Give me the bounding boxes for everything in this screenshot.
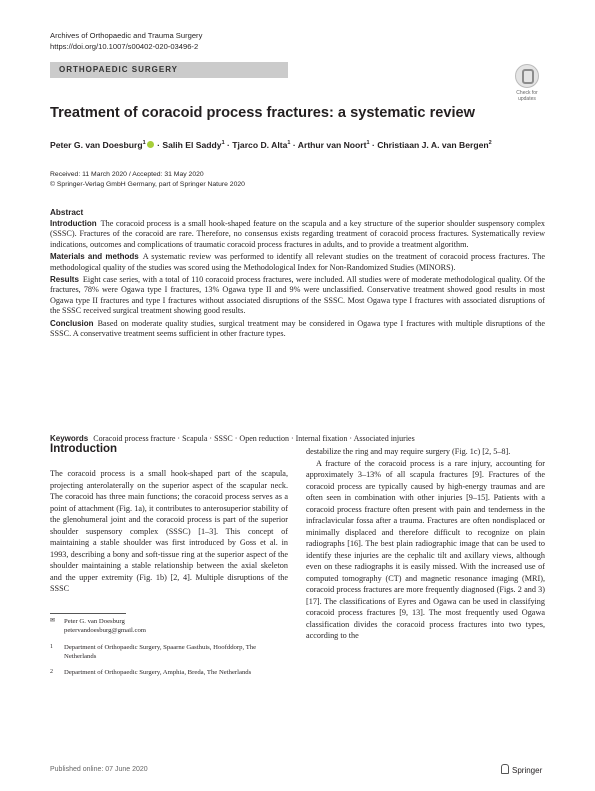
correspondence-email[interactable]: petervandoesburg@gmail.com [64, 627, 146, 635]
keywords [50, 434, 545, 443]
keywords-label: Keywords [50, 434, 89, 443]
body-paragraph: A fracture of the coracoid process is a rare injury, accounting for approximately 3–13% of all scapula fractures [9]. Fractures of the coracoid process are typically caused by high-energy traumas and are often seen in combination with other injuries [9–15]. Patients with a coracoid process fracture often present with pain and tenderness in the infraclavicular fossa after a trauma. Fractures are often nondisplaced or minimally displaced and therefore difficult to recognize on plain radiographs [16]. The best plain radiographic image that can be used to identify these injuries are the cephalic tilt and axillary views, although even on these radiographs it is easily missed. With the increased use of computed tomography (CT) and magnetic resonance imaging (MRI), coracoid process fractures are more frequently diagnosed (Figs. 2 and 3) [17]. The classifications of Eyres and Ogawa can be used in classifying coracoid process fractures [9, 13]. The most frequently used Ogawa classification divides the coracoid process fractures into two types, according to the [306, 458, 545, 640]
correspondence-name: Peter G. van Doesburg [64, 618, 125, 625]
check-updates-icon [515, 64, 539, 88]
check-updates-label: Check for updates [516, 90, 538, 102]
section-banner-label: ORTHOPAEDIC SURGERY [59, 65, 179, 74]
footnote-divider [50, 613, 126, 614]
abstract-heading: Abstract [50, 208, 84, 217]
correspondence-note [50, 617, 288, 636]
footnotes [50, 617, 288, 684]
section-banner [50, 62, 288, 78]
author-affiliation-mark: 1 [366, 140, 370, 147]
springer-horse-icon [501, 764, 509, 774]
abstract [50, 208, 545, 341]
affiliation-mark: 2 [50, 669, 53, 676]
abstract-text: A systematic review was performed to identify all relevant studies on the treatment of coracoid process fractures. The methodological quality of the studies was scored using the Methodological Index for Non-Randomized Studies (MINORS). [50, 252, 546, 272]
abstract-introduction [50, 219, 545, 250]
author-separator: · [154, 140, 163, 150]
envelope-icon: ✉ [50, 618, 56, 624]
article-title: Treatment of coracoid process fractures: a systematic review [50, 105, 476, 121]
author-name: Salih El Saddy [162, 140, 222, 150]
abstract-label: Conclusion [50, 318, 94, 328]
author-separator: · [224, 140, 233, 150]
body-paragraph: destabilize the ring and may require surgery (Fig. 1c) [2, 5–8]. [306, 447, 511, 456]
orcid-icon[interactable] [147, 141, 154, 148]
abstract-results [50, 275, 545, 317]
abstract-text: Based on moderate quality studies, surgical treatment may be considered in Ogawa type I fractures with multiple disruptions of the SSSC. A conservative treatment seems sufficient in other fracture types. [50, 318, 545, 339]
author-name: Christiaan J. A. van Bergen [377, 140, 489, 150]
journal-name: Archives of Orthopaedic and Trauma Surgery [50, 31, 203, 40]
affiliation-mark: 1 [50, 643, 53, 650]
author-separator: · [290, 140, 298, 150]
abstract-text: The coracoid process is a small hook-shaped feature on the scapula and a key structure of the superior shoulder suspensory complex (SSSC). Fractures of the coracoid are rare. Therefore, no consensus exists regarding treatment of coracoid process fractures. Systematically review indications, outcomes and complications of traumatic coracoid process fractures in adults, and to provide a treatment algorithm. [50, 219, 545, 249]
author-affiliation-mark: 1 [142, 140, 146, 147]
abstract-text: Eight case series, with a total of 110 coracoid process fractures, were included. All studies were of moderate methodological quality. Of the fractures, 78% were Ogawa type I fractures, 13% Ogawa type II and 9% were unclassified. Conservative treatment showed good results in most Ogawa type II fractures and type I fractures without associated disruptions of the SSSC. Most Ogawa type I fractures with associated disruptions of the SSSC received surgical treatment showing good results. [50, 275, 545, 316]
copyright: © Springer-Verlag GmbH Germany, part of Springer Nature 2020 [50, 181, 245, 188]
check-for-updates-button[interactable] [510, 64, 544, 102]
received-accepted: Received: 11 March 2020 / Accepted: 31 May 2020 [50, 171, 204, 178]
abstract-label: Materials and methods [50, 252, 139, 262]
affiliation-text: Department of Orthopaedic Surgery, Amphia, Breda, The Netherlands [64, 669, 252, 677]
abstract-methods [50, 252, 545, 273]
author-affiliation-mark: 1 [221, 140, 225, 147]
journal-header [50, 30, 202, 52]
body-column-left [50, 468, 288, 595]
author-name: Tjarco D. Alta [232, 140, 288, 150]
author-name: Arthur van Noort [297, 140, 367, 150]
affiliation-2 [50, 668, 288, 677]
abstract-label: Results [50, 275, 79, 285]
published-date: Published online: 07 June 2020 [50, 766, 148, 773]
affiliation-1 [50, 643, 288, 662]
abstract-conclusion [50, 319, 545, 340]
author-separator: · [369, 140, 378, 150]
publisher-logo [501, 764, 542, 775]
author-list [50, 140, 492, 150]
body-column-right [306, 446, 545, 642]
article-dates [50, 170, 245, 190]
author-name: Peter G. van Doesburg [50, 140, 143, 150]
author-affiliation-mark: 2 [488, 140, 492, 147]
abstract-label: Introduction [50, 219, 97, 228]
keywords-text: Coracoid process fracture · Scapula · SSSC · Open reduction · Internal fixation · Associated injuries [93, 434, 415, 443]
author-affiliation-mark: 1 [287, 140, 291, 147]
affiliation-text: Department of Orthopaedic Surgery, Spaarne Gasthuis, Hoofddorp, The Netherlands [64, 643, 257, 660]
body-paragraph: The coracoid process is a small hook-shaped part of the scapula, projecting anterolaterally on the superior aspect of the scapular neck. The coracoid has three main functions; the coracoid process serves as a point of attachment (Fig. 1a), it contributes to anterosuperior stability of the glenohumeral joint and the coracoid process is part of the superior shoulder suspensory complex (SSSC) [1–3]. This concept of maintaining a stable shoulder was first introduced by Goss et al. in 1993, describing a bony and soft-tissue ring at the superior aspect of the shoulder maintaining a stable relationship between the axial skeleton and the upper extremity (Fig. 1b) [2, 4]. Multiple disruptions of the SSSC [50, 469, 288, 593]
introduction-heading: Introduction [50, 443, 118, 455]
publisher-name: Springer [512, 766, 543, 775]
doi-link[interactable]: https://doi.org/10.1007/s00402-020-03496-2 [50, 42, 199, 51]
